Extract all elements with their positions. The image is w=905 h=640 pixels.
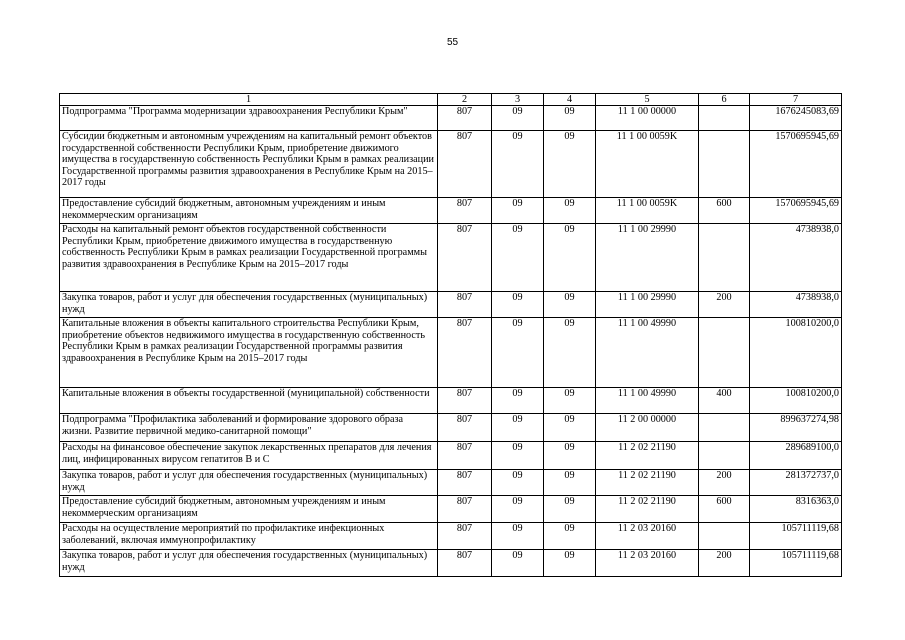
amount-cell: 8316363,0: [750, 496, 842, 523]
table-row: [60, 442, 842, 470]
ministry-code-cell: 807: [438, 496, 492, 523]
subsection-code-cell: 09: [544, 388, 596, 414]
subsection-code-cell: 09: [544, 224, 596, 292]
ministry-code-cell: 807: [438, 414, 492, 442]
subsection-code-cell: 09: [544, 442, 596, 470]
column-header: 5: [596, 94, 699, 106]
expense-type-cell: [699, 523, 750, 550]
expense-name-cell: Закупка товаров, работ и услуг для обеспечения государственных (муниципальных) нужд: [60, 550, 438, 577]
table-row: [60, 496, 842, 523]
subsection-code-cell: 09: [544, 131, 596, 198]
target-article-cell: 11 1 00 29990: [596, 224, 699, 292]
expense-name-cell: Предоставление субсидий бюджетным, автономным учреждениям и иным некоммерческим организациям: [60, 198, 438, 224]
amount-cell: 4738938,0: [750, 224, 842, 292]
section-code-cell: 09: [492, 106, 544, 131]
expense-type-cell: 200: [699, 292, 750, 318]
amount-cell: 100810200,0: [750, 318, 842, 388]
ministry-code-cell: 807: [438, 318, 492, 388]
target-article-cell: 11 1 00 0059K: [596, 198, 699, 224]
table-row: [60, 388, 842, 414]
section-code-cell: 09: [492, 550, 544, 577]
target-article-cell: 11 1 00 49990: [596, 318, 699, 388]
ministry-code-cell: 807: [438, 550, 492, 577]
expense-type-cell: [699, 442, 750, 470]
subsection-code-cell: 09: [544, 292, 596, 318]
section-code-cell: 09: [492, 318, 544, 388]
expense-name-cell: Закупка товаров, работ и услуг для обеспечения государственных (муниципальных) нужд: [60, 292, 438, 318]
expense-name-cell: Капитальные вложения в объекты государственной (муниципальной) собственности: [60, 388, 438, 414]
amount-cell: 1570695945,69: [750, 131, 842, 198]
target-article-cell: 11 2 02 21190: [596, 442, 699, 470]
ministry-code-cell: 807: [438, 470, 492, 496]
ministry-code-cell: 807: [438, 131, 492, 198]
expense-name-cell: Капитальные вложения в объекты капитального строительства Республики Крым, приобретение объектов недвижимого имущества в государственную собственность Республики Крым в рамках реализации Государственной программы развития здравоохранения в Республике Крым на 2015–2017 годы: [60, 318, 438, 388]
section-code-cell: 09: [492, 523, 544, 550]
ministry-code-cell: 807: [438, 388, 492, 414]
expense-type-cell: 600: [699, 496, 750, 523]
expense-type-cell: [699, 318, 750, 388]
target-article-cell: 11 2 03 20160: [596, 523, 699, 550]
column-header: 6: [699, 94, 750, 106]
expense-name-cell: Подпрограмма "Профилактика заболеваний и формирование здорового образа жизни. Развитие первичной медико-санитарной помощи": [60, 414, 438, 442]
ministry-code-cell: 807: [438, 224, 492, 292]
amount-cell: 899637274,98: [750, 414, 842, 442]
table-row: [60, 292, 842, 318]
amount-cell: 1570695945,69: [750, 198, 842, 224]
section-code-cell: 09: [492, 388, 544, 414]
target-article-cell: 11 1 00 0059K: [596, 131, 699, 198]
target-article-cell: 11 2 02 21190: [596, 496, 699, 523]
table-row: [60, 131, 842, 198]
ministry-code-cell: 807: [438, 198, 492, 224]
target-article-cell: 11 2 02 21190: [596, 470, 699, 496]
expense-name-cell: Предоставление субсидий бюджетным, автономным учреждениям и иным некоммерческим организациям: [60, 496, 438, 523]
table-row: [60, 318, 842, 388]
table-row: [60, 414, 842, 442]
amount-cell: 281372737,0: [750, 470, 842, 496]
target-article-cell: 11 1 00 49990: [596, 388, 699, 414]
section-code-cell: 09: [492, 470, 544, 496]
table-row: [60, 106, 842, 131]
amount-cell: 105711119,68: [750, 550, 842, 577]
ministry-code-cell: 807: [438, 292, 492, 318]
budget-table: [59, 93, 842, 577]
amount-cell: 105711119,68: [750, 523, 842, 550]
subsection-code-cell: 09: [544, 496, 596, 523]
section-code-cell: 09: [492, 198, 544, 224]
ministry-code-cell: 807: [438, 523, 492, 550]
subsection-code-cell: 09: [544, 198, 596, 224]
column-header: 4: [544, 94, 596, 106]
column-header: 7: [750, 94, 842, 106]
expense-name-cell: Субсидии бюджетным и автономным учреждениям на капитальный ремонт объектов государственной собственности Республики Крым, приобретение движимого имущества в государственную собственность Республики Крым в рамках реализации Государственной программы развития здравоохранения в Республике Крым на 2015–2017 годы: [60, 131, 438, 198]
target-article-cell: 11 2 00 00000: [596, 414, 699, 442]
section-code-cell: 09: [492, 224, 544, 292]
table-row: [60, 523, 842, 550]
subsection-code-cell: 09: [544, 550, 596, 577]
section-code-cell: 09: [492, 414, 544, 442]
expense-type-cell: 400: [699, 388, 750, 414]
expense-type-cell: [699, 131, 750, 198]
subsection-code-cell: 09: [544, 318, 596, 388]
column-header: 1: [60, 94, 438, 106]
section-code-cell: 09: [492, 131, 544, 198]
expense-name-cell: Расходы на капитальный ремонт объектов государственной собственности Республики Крым, приобретение движимого имущества в государственную собственность Республики Крым в рамках реализации Государственной программы развития здравоохранения в Республике Крым на 2015–2017 годы: [60, 224, 438, 292]
table-row: [60, 224, 842, 292]
expense-name-cell: Закупка товаров, работ и услуг для обеспечения государственных (муниципальных) нужд: [60, 470, 438, 496]
expense-type-cell: 200: [699, 470, 750, 496]
amount-cell: 1676245083,69: [750, 106, 842, 131]
amount-cell: 289689100,0: [750, 442, 842, 470]
column-header: 3: [492, 94, 544, 106]
subsection-code-cell: 09: [544, 470, 596, 496]
target-article-cell: 11 1 00 00000: [596, 106, 699, 131]
subsection-code-cell: 09: [544, 414, 596, 442]
table-row: [60, 470, 842, 496]
expense-name-cell: Подпрограмма "Программа модернизации здравоохранения Республики Крым": [60, 106, 438, 131]
section-code-cell: 09: [492, 496, 544, 523]
amount-cell: 100810200,0: [750, 388, 842, 414]
target-article-cell: 11 1 00 29990: [596, 292, 699, 318]
expense-name-cell: Расходы на осуществление мероприятий по профилактике инфекционных заболеваний, включая иммунопрофилактику: [60, 523, 438, 550]
table-row: [60, 550, 842, 577]
section-code-cell: 09: [492, 292, 544, 318]
subsection-code-cell: 09: [544, 106, 596, 131]
table-row: [60, 198, 842, 224]
expense-type-cell: 200: [699, 550, 750, 577]
expense-type-cell: 600: [699, 198, 750, 224]
page-number: 55: [446, 37, 459, 48]
expense-type-cell: [699, 414, 750, 442]
column-header: 2: [438, 94, 492, 106]
ministry-code-cell: 807: [438, 106, 492, 131]
expense-type-cell: [699, 224, 750, 292]
section-code-cell: 09: [492, 442, 544, 470]
subsection-code-cell: 09: [544, 523, 596, 550]
expense-name-cell: Расходы на финансовое обеспечение закупок лекарственных препаратов для лечения лиц, инфицированных вирусом гепатитов В и С: [60, 442, 438, 470]
ministry-code-cell: 807: [438, 442, 492, 470]
expense-type-cell: [699, 106, 750, 131]
target-article-cell: 11 2 03 20160: [596, 550, 699, 577]
amount-cell: 4738938,0: [750, 292, 842, 318]
table-header-row: [60, 94, 842, 106]
